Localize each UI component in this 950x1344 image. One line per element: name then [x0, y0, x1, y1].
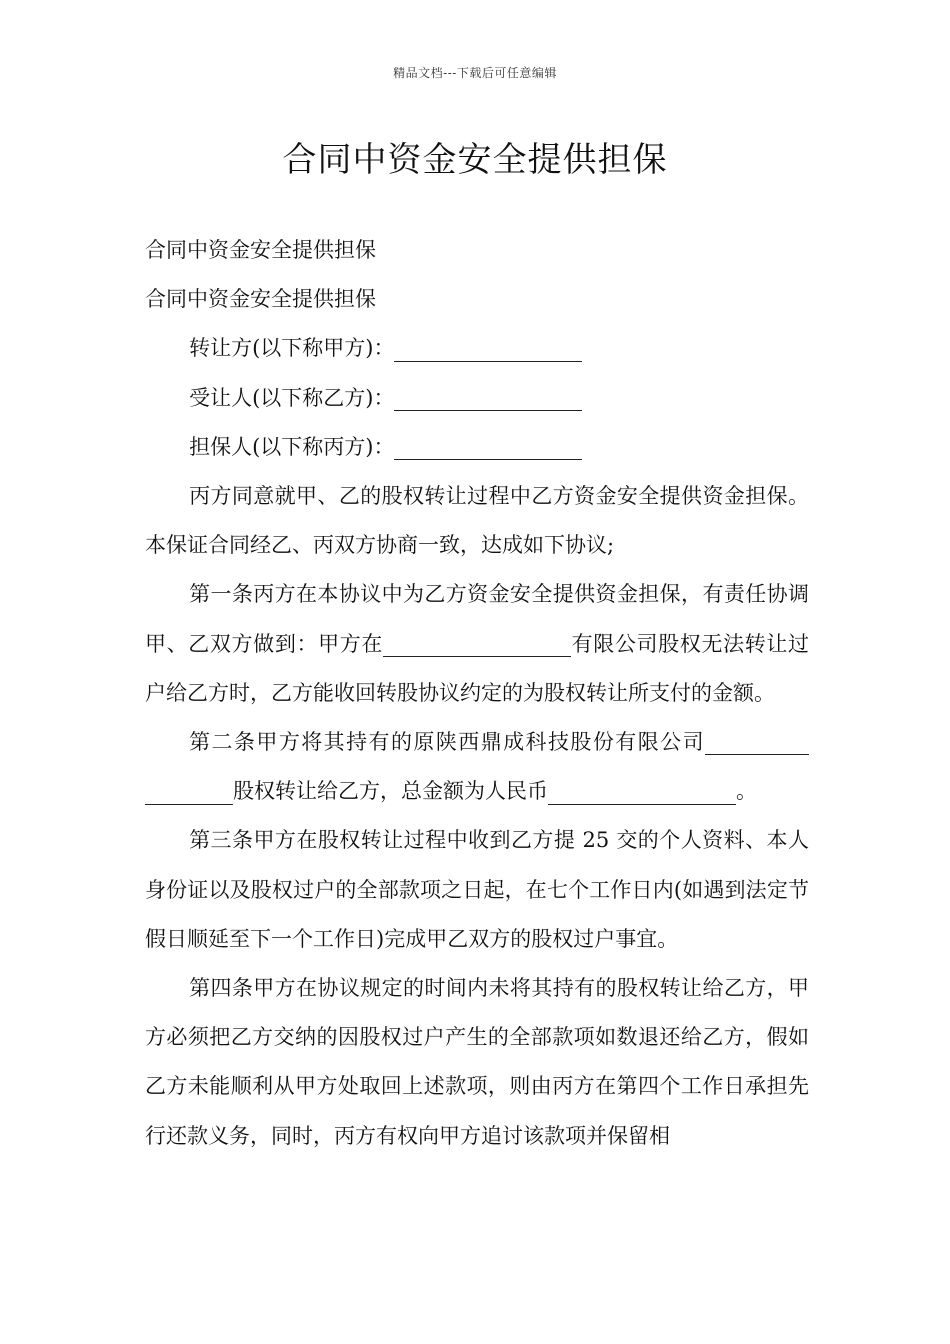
- amount-blank: [548, 781, 736, 804]
- document-title: 合同中资金安全提供担保: [282, 140, 668, 180]
- article-2-text-end: 。: [736, 779, 757, 804]
- article-1-paragraph: [145, 570, 809, 718]
- intro-paragraph: 丙方同意就甲、乙的股权转让过程中乙方资金安全提供资金担保。本保证合同经乙、丙双方协商一致，达成如下协议;: [145, 484, 809, 558]
- party-a-label: 转让方(以下称甲方)：: [189, 336, 395, 361]
- document-body: [145, 226, 809, 1161]
- header-note: 精品文档---下载后可任意编辑: [393, 66, 557, 80]
- party-b-line: [145, 374, 809, 423]
- shares-blank-part-1: [705, 732, 809, 755]
- party-c-blank: [394, 437, 582, 460]
- party-b-blank: [394, 388, 582, 411]
- article-3-paragraph: 第三条甲方在股权转让过程中收到乙方提 25 交的个人资料、本人身份证以及股权过户的全部款项之日起，在七个工作日内(如遇到法定节假日顺延至下一个工作日)完成甲乙双方的股权过户事宜。: [145, 828, 809, 951]
- subtitle-line-2: 合同中资金安全提供担保: [145, 287, 376, 312]
- subtitle-line-1: 合同中资金安全提供担保: [145, 238, 376, 262]
- article-2-text-start: 第二条甲方将其持有的原陕西鼎成科技股份有限公司: [189, 730, 705, 755]
- shares-blank-part-2: [145, 781, 233, 804]
- article-1-text-start: 第一条丙方在本协议中为乙方资金安全提供资金担保，有责任协调甲、乙双方做到：甲方在: [145, 582, 809, 656]
- party-c-line: [145, 423, 809, 472]
- article-2-text-middle: 股权转让给乙方，总金额为人民币: [233, 779, 548, 804]
- party-a-blank: [394, 339, 582, 362]
- article-2-paragraph: [145, 718, 809, 816]
- party-a-line: [145, 324, 809, 373]
- article-1-text-end: 有限公司股权无法转让过户给乙方时，乙方能收回转股协议约定的为股权转让所支付的金额。: [145, 631, 809, 705]
- party-b-label: 受让人(以下称乙方)：: [189, 385, 395, 410]
- article-4-paragraph: 第四条甲方在协议规定的时间内未将其持有的股权转让给乙方，甲方必须把乙方交纳的因股权过户产生的全部款项如数退还给乙方，假如乙方未能顺利从甲方处取回上述款项，则由丙方在第四个工作日承担先行还款义务，同时，丙方有权向甲方追讨该款项并保留相: [145, 976, 809, 1148]
- company-name-blank: [383, 634, 571, 657]
- party-c-label: 担保人(以下称丙方)：: [189, 434, 395, 459]
